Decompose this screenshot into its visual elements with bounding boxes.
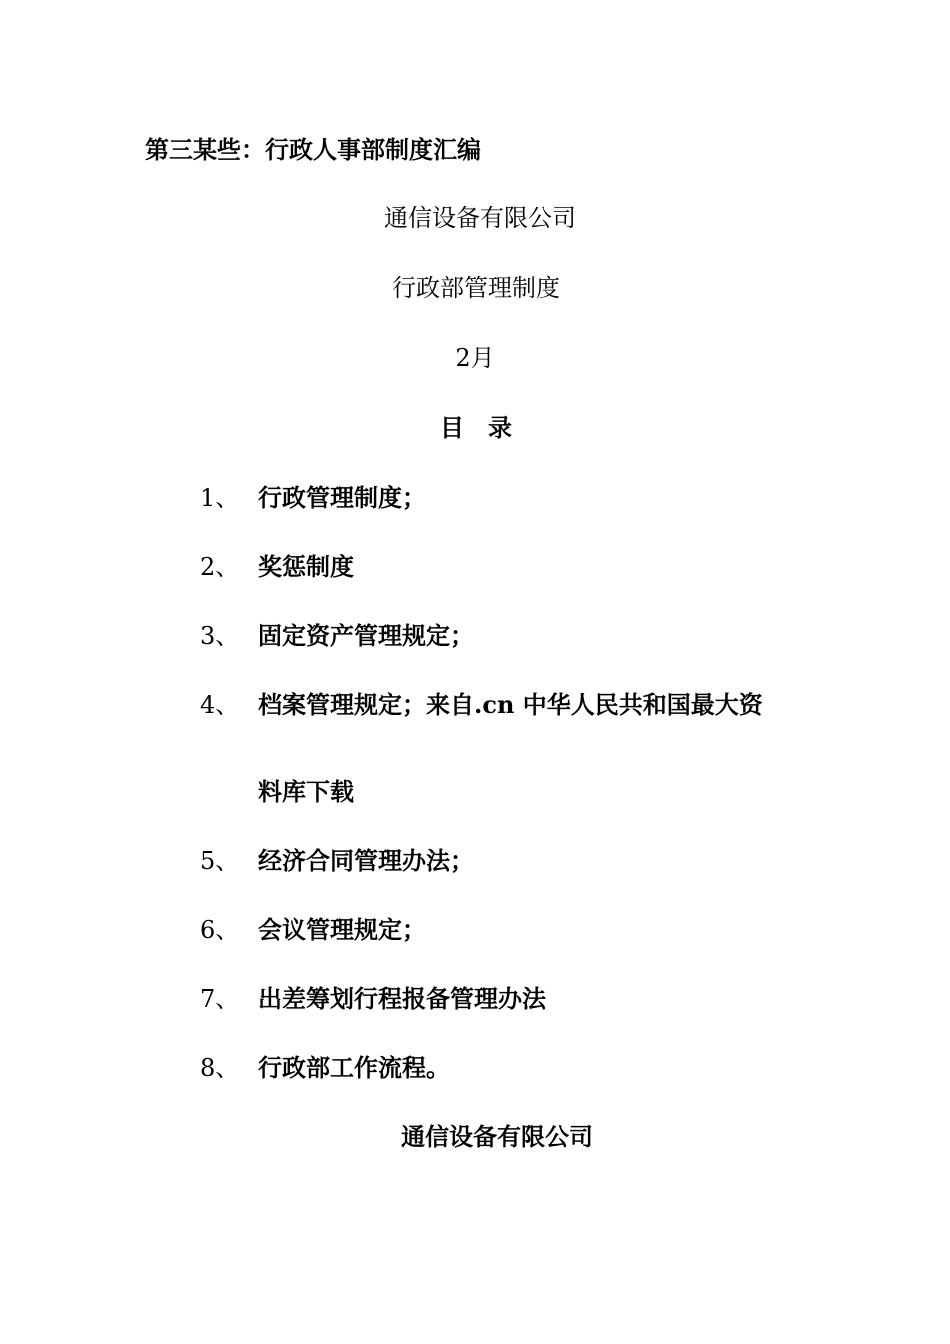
toc-item-text: 经济合同管理办法； <box>258 846 474 875</box>
toc-item-number: 8、 <box>200 1054 240 1082</box>
toc-item-text: 固定资产管理规定； <box>258 621 474 650</box>
toc-item-number: 4、 <box>200 691 240 719</box>
toc-item-text: 奖惩制度 <box>258 552 354 581</box>
toc-item-number: 1、 <box>200 484 240 512</box>
document-date: 2月 <box>455 344 495 372</box>
toc-item-text: 会议管理规定； <box>258 915 426 944</box>
toc-item-text: 行政管理制度； <box>258 483 426 512</box>
toc-item-text: 行政部工作流程。 <box>258 1053 450 1082</box>
footer-company-name: 通信设备有限公司 <box>401 1122 593 1151</box>
toc-title: 目 录 <box>440 413 512 442</box>
section-heading: 第三某些：行政人事部制度汇编 <box>145 135 481 164</box>
toc-item-number: 6、 <box>200 916 240 944</box>
toc-item-text-continuation: 料库下载 <box>258 777 354 806</box>
toc-item-number: 2、 <box>200 553 240 581</box>
toc-item-text: 出差筹划行程报备管理办法 <box>258 984 546 1013</box>
company-name: 通信设备有限公司 <box>384 204 576 232</box>
toc-item-number: 5、 <box>200 847 240 875</box>
toc-item-number: 3、 <box>200 622 240 650</box>
toc-item-number: 7、 <box>200 985 240 1013</box>
document-title: 行政部管理制度 <box>392 274 560 302</box>
toc-item-text: 档案管理规定；来自.cn 中华人民共和国最大资 <box>258 690 763 719</box>
